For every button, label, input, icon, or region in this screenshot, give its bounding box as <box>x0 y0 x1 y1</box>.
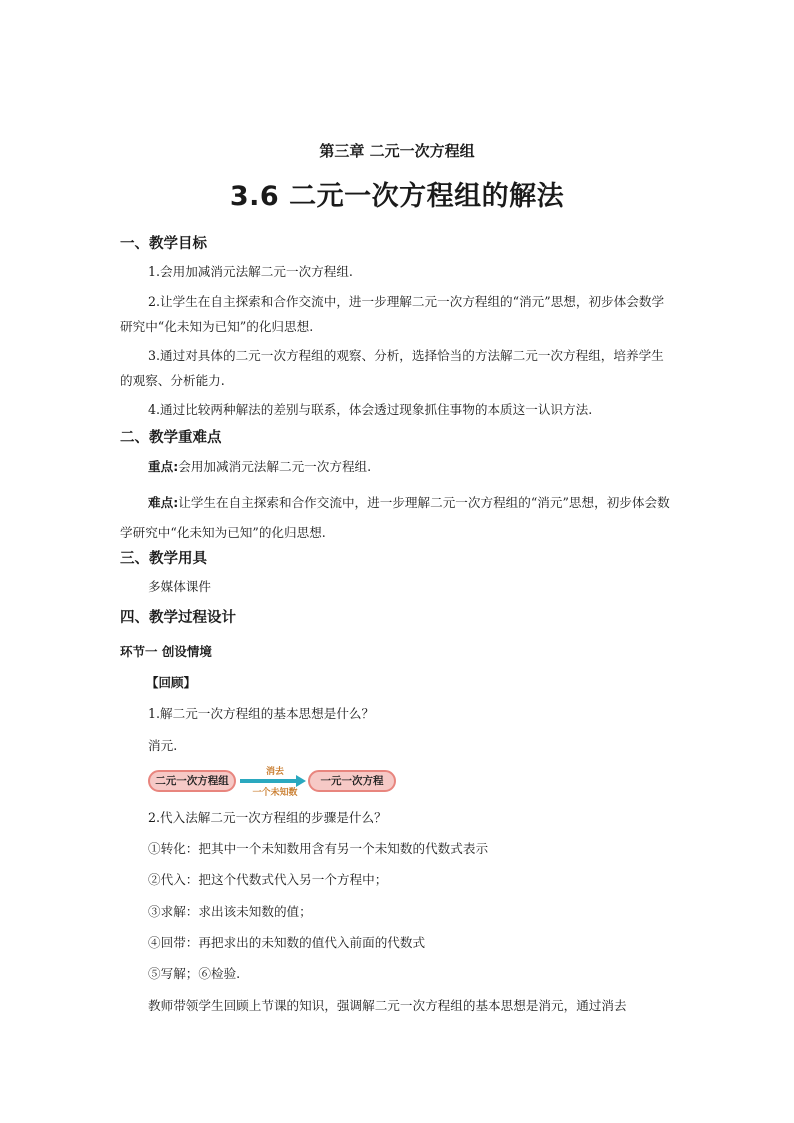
objective-item: 1.会用加减消元法解二元一次方程组. <box>148 264 353 279</box>
subsection-heading: 环节一 创设情境 <box>120 644 212 659</box>
step-item: ④回带：再把求出的未知数的值代入前面的代数式 <box>148 935 426 950</box>
answer-1: 消元. <box>148 738 178 753</box>
elimination-flow-diagram <box>148 766 408 796</box>
objective-item: 2.让学生在自主探索和合作交流中，进一步理解二元一次方程组的“消元”思想，初步体会数学研究中“化未知为已知”的化归思想. <box>120 294 665 334</box>
difficulty-label: 难点: <box>148 495 179 510</box>
objective-item: 4.通过比较两种解法的差别与联系，体会透过现象抓住事物的本质这一认识方法. <box>148 402 593 417</box>
flow-node-equation: 一元一次方程 <box>308 770 396 792</box>
question-2: 2.代入法解二元一次方程组的步骤是什么？ <box>148 810 387 825</box>
flow-arrow-label-top: 消去 <box>265 767 284 777</box>
difficulty-line <box>120 488 676 548</box>
flow-node-system: 二元一次方程组 <box>148 770 236 792</box>
step-item: ①转化：把其中一个未知数用含有另一个未知数的代数式表示 <box>148 841 489 856</box>
difficulty-text: 让学生在自主探索和合作交流中，进一步理解二元一次方程组的“消元”思想，初步体会数学研究中“化未知为已知”的化归思想. <box>120 495 670 540</box>
key-point-line <box>120 454 676 479</box>
section-heading-process: 四、教学过程设计 <box>120 610 236 626</box>
closing-paragraph: 教师带领学生回顾上节课的知识，强调解二元一次方程组的基本思想是消元，通过消去 <box>148 998 627 1013</box>
question-1: 1.解二元一次方程组的基本思想是什么？ <box>148 706 375 721</box>
chapter-heading: 第三章 二元一次方程组 <box>319 142 475 160</box>
key-point-label: 重点: <box>148 459 179 474</box>
section-heading-key-points: 二、教学重难点 <box>120 430 222 446</box>
step-item: ②代入：把这个代数式代入另一个方程中； <box>148 872 388 887</box>
review-label: 【回顾】 <box>146 675 197 690</box>
flow-arrow <box>240 779 298 783</box>
objective-item: 3.通过对具体的二元一次方程组的观察、分析，选择恰当的方法解二元一次方程组，培养学生的观察、分析能力. <box>120 348 664 388</box>
page-title: 3.6 二元一次方程组的解法 <box>229 181 565 212</box>
step-item: ⑤写解；⑥检验. <box>148 966 241 981</box>
step-item: ③求解：求出该未知数的值； <box>148 904 312 919</box>
key-point-text: 会用加减消元法解二元一次方程组. <box>178 459 372 474</box>
flow-arrow-label-bottom: 一个未知数 <box>252 788 298 798</box>
section-heading-tools: 三、教学用具 <box>120 551 207 567</box>
section-heading-objectives: 一、教学目标 <box>120 236 207 252</box>
tools-text: 多媒体课件 <box>148 579 211 594</box>
